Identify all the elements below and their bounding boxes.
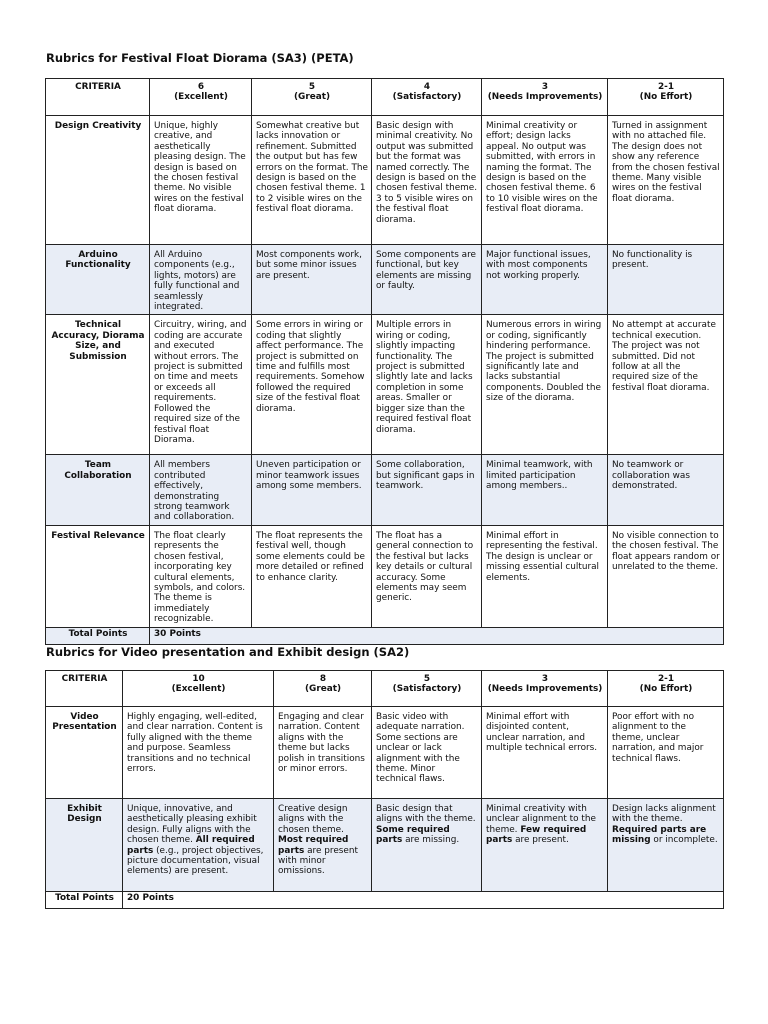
festival-float-rubric-table (45, 78, 724, 645)
rubric-cell: Somewhat creative but lacks innovation or refinement. Submitted the output but has few errors on the format. The design is based on the chosen festival theme. 1 to 2 visible wires on the festival float diorama. (252, 116, 372, 245)
rubric-cell: The float clearly represents the chosen festival, incorporating key cultural elements, symbols, and colors. The theme is immediately recognizable. (150, 525, 252, 627)
rubric-cell: All members contributed effectively, demonstrating strong teamwork and collaboration. (150, 455, 252, 525)
rubric-cell: No teamwork or collaboration was demonstrated. (608, 455, 724, 525)
rubric-cell: No functionality is present. (608, 245, 724, 315)
table-row (46, 315, 724, 455)
table1-level-header: 3 (Needs Improvements) (482, 79, 608, 116)
criterion-label: Design Creativity (46, 116, 150, 245)
table2-level-header: 8 (Great) (274, 671, 372, 707)
rubric-cell: Some collaboration, but significant gaps in teamwork. (372, 455, 482, 525)
total-row (46, 892, 724, 909)
table-row (46, 455, 724, 525)
rubric-cell: Unique, highly creative, and aesthetically pleasing design. The design is based on the chosen festival theme. No visible wires on the festival float diorama. (150, 116, 252, 245)
table-row (46, 116, 724, 245)
table1-level-header: 2-1 (No Effort) (608, 79, 724, 116)
total-row (46, 627, 724, 644)
table2-level-header: 2-1 (No Effort) (608, 671, 724, 707)
rubric-cell: Most components work, but some minor issues are present. (252, 245, 372, 315)
table2-level-header: 10 (Excellent) (123, 671, 274, 707)
table-row (46, 799, 724, 892)
rubric-cell: Uneven participation or minor teamwork issues among some members. (252, 455, 372, 525)
rubric-cell: Minimal effort in representing the festival. The design is unclear or missing essential cultural elements. (482, 525, 608, 627)
table2-level-header: 3 (Needs Improvements) (482, 671, 608, 707)
table1-title: Rubrics for Festival Float Diorama (SA3) (PETA) (46, 51, 354, 65)
rubric-cell: Basic design with minimal creativity. No output was submitted but the format was named correctly. The design is based on the chosen festival theme. 3 to 5 visible wires on the festival float diorama. (372, 116, 482, 245)
table1-header-row (46, 79, 724, 116)
total-label: Total Points (46, 892, 123, 909)
table1-level-header: 5 (Great) (252, 79, 372, 116)
rubric-cell: Minimal creativity with unclear alignment to the theme. Few required parts are present. (482, 799, 608, 892)
criterion-label: Team Collaboration (46, 455, 150, 525)
criterion-label: Arduino Functionality (46, 245, 150, 315)
rubric-cell: Creative design aligns with the chosen theme. Most required parts are present with minor omissions. (274, 799, 372, 892)
rubric-cell: The float represents the festival well, though some elements could be more detailed or refined to enhance clarity. (252, 525, 372, 627)
rubric-cell: Engaging and clear narration. Content aligns with the theme but lacks polish in transitions or minor errors. (274, 707, 372, 799)
rubric-cell: The float has a general connection to the festival but lacks key details or cultural accuracy. Some elements may seem generic. (372, 525, 482, 627)
rubric-cell: Major functional issues, with most components not working properly. (482, 245, 608, 315)
rubric-cell: Highly engaging, well-edited, and clear narration. Content is fully aligned with the theme and purpose. Seamless transitions and no technical errors. (123, 707, 274, 799)
rubric-cell: Numerous errors in wiring or coding, significantly hindering performance. The project is submitted significantly late and lacks substantial components. Doubled the size of the diorama. (482, 315, 608, 455)
table2-criteria-header: CRITERIA (46, 671, 123, 707)
table1-criteria-header: CRITERIA (46, 79, 150, 116)
rubric-cell: Basic design that aligns with the theme. Some required parts are missing. (372, 799, 482, 892)
total-label: Total Points (46, 627, 150, 644)
table1-level-header: 4 (Satisfactory) (372, 79, 482, 116)
rubric-cell: Basic video with adequate narration. Some sections are unclear or lack alignment with the theme. Minor technical flaws. (372, 707, 482, 799)
rubric-cell: No visible connection to the chosen festival. The float appears random or unrelated to the theme. (608, 525, 724, 627)
rubric-cell: Poor effort with no alignment to the theme, unclear narration, and major technical flaws. (608, 707, 724, 799)
video-exhibit-rubric-table (45, 670, 724, 909)
rubric-cell: Circuitry, wiring, and coding are accurate and executed without errors. The project is submitted on time and meets or exceeds all requirements. Followed the required size of the festival float Diorama. (150, 315, 252, 455)
criterion-label: Exhibit Design (46, 799, 123, 892)
total-value: 30 Points (150, 627, 724, 644)
rubric-cell: Multiple errors in wiring or coding, slightly impacting functionality. The project is submitted slightly late and lacks completion in some areas. Smaller or bigger size than the required festival float diorama. (372, 315, 482, 455)
total-value: 20 Points (123, 892, 724, 909)
table1-level-header: 6 (Excellent) (150, 79, 252, 116)
table-row (46, 245, 724, 315)
table-row (46, 707, 724, 799)
rubric-cell: All Arduino components (e.g., lights, motors) are fully functional and seamlessly integrated. (150, 245, 252, 315)
rubric-cell: Minimal teamwork, with limited participation among members.. (482, 455, 608, 525)
rubric-cell: Design lacks alignment with the theme. Required parts are missing or incomplete. (608, 799, 724, 892)
rubric-cell: No attempt at accurate technical execution. The project was not submitted. Did not follow at all the required size of the festival float diorama. (608, 315, 724, 455)
rubric-cell: Minimal effort with disjointed content, unclear narration, and multiple technical errors. (482, 707, 608, 799)
table2-level-header: 5 (Satisfactory) (372, 671, 482, 707)
criterion-label: Technical Accuracy, Diorama Size, and Submission (46, 315, 150, 455)
table2-header-row (46, 671, 724, 707)
table-row (46, 525, 724, 627)
criterion-label: Festival Relevance (46, 525, 150, 627)
rubric-cell: Some components are functional, but key elements are missing or faulty. (372, 245, 482, 315)
rubric-cell: Turned in assignment with no attached file. The design does not show any reference from the chosen festival theme. Many visible wires on the festival float diorama. (608, 116, 724, 245)
rubric-cell: Minimal creativity or effort; design lacks appeal. No output was submitted, with errors in naming the format. The design is based on the chosen festival theme. 6 to 10 visible wires on the festival float diorama. (482, 116, 608, 245)
criterion-label: Video Presentation (46, 707, 123, 799)
rubric-cell: Unique, innovative, and aesthetically pleasing exhibit design. Fully aligns with the chosen theme. All required parts (e.g., project objectives, picture documentation, visual elements) are present. (123, 799, 274, 892)
table2-title: Rubrics for Video presentation and Exhibit design (SA2) (46, 645, 410, 659)
rubric-cell: Some errors in wiring or coding that slightly affect performance. The project is submitted on time and fulfills most requirements. Somehow followed the required size of the festival float diorama. (252, 315, 372, 455)
